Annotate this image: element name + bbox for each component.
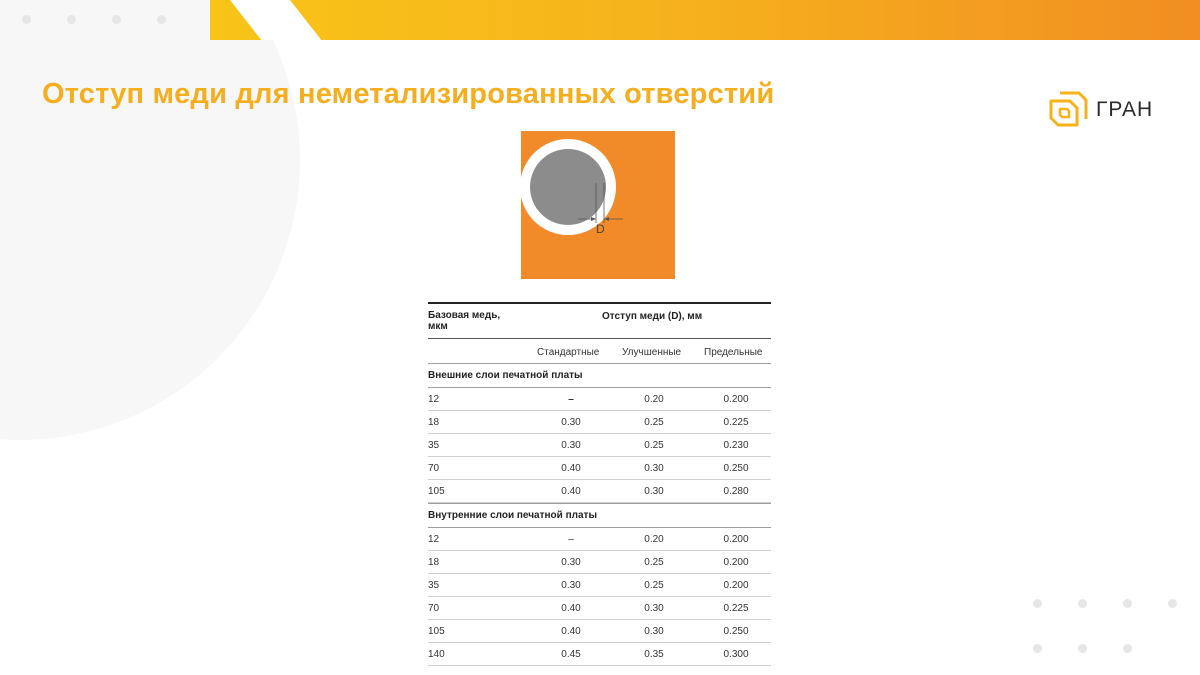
dimension-label: D bbox=[596, 222, 605, 236]
gran-logo-icon bbox=[1046, 88, 1090, 130]
cell-limit: 0.250 bbox=[723, 626, 749, 637]
cell-standard: 0.40 bbox=[561, 626, 581, 637]
cell-improved: 0.20 bbox=[644, 394, 664, 405]
table-row bbox=[428, 388, 771, 411]
table-row bbox=[428, 434, 771, 457]
dot bbox=[1123, 644, 1132, 653]
cell-base: 70 bbox=[428, 603, 440, 614]
table-header bbox=[428, 304, 771, 338]
cell-base: 140 bbox=[428, 649, 445, 660]
cell-limit: 0.280 bbox=[723, 486, 749, 497]
col-standard: Стандартные bbox=[537, 347, 600, 358]
dot bbox=[1168, 599, 1177, 608]
drill-hole bbox=[530, 149, 606, 225]
clearance-diagram bbox=[521, 131, 675, 279]
table-row bbox=[428, 643, 771, 666]
cell-base: 35 bbox=[428, 440, 440, 451]
cell-limit: 0.200 bbox=[723, 534, 749, 545]
table-row bbox=[428, 457, 771, 480]
dot bbox=[1033, 599, 1042, 608]
dot bbox=[22, 15, 31, 24]
cell-standard: 0.30 bbox=[561, 440, 581, 451]
dot bbox=[112, 15, 121, 24]
table-row bbox=[428, 480, 771, 503]
cell-base: 70 bbox=[428, 463, 440, 474]
cell-base: 105 bbox=[428, 626, 445, 637]
cell-improved: 0.30 bbox=[644, 486, 664, 497]
cell-standard: 0.30 bbox=[561, 557, 581, 568]
cell-standard: 0.40 bbox=[561, 463, 581, 474]
header-clearance: Отступ меди (D), мм bbox=[602, 311, 703, 322]
cell-base: 18 bbox=[428, 557, 440, 568]
cell-improved: 0.25 bbox=[644, 580, 664, 591]
cell-standard: 0.40 bbox=[561, 486, 581, 497]
spec-table bbox=[428, 302, 771, 666]
section-outer-layers bbox=[428, 363, 771, 388]
cell-limit: 0.300 bbox=[723, 649, 749, 660]
cell-improved: 0.35 bbox=[644, 649, 664, 660]
section-label: Внешние слои печатной платы bbox=[428, 370, 583, 381]
dot bbox=[67, 15, 76, 24]
dot bbox=[1078, 644, 1087, 653]
col-improved: Улучшенные bbox=[622, 347, 682, 358]
cell-standard: – bbox=[568, 534, 574, 545]
col-limit: Предельные bbox=[704, 347, 763, 358]
cell-base: 12 bbox=[428, 534, 440, 545]
cell-limit: 0.225 bbox=[723, 603, 749, 614]
table-column-headers bbox=[428, 339, 771, 363]
header-base-copper bbox=[428, 310, 500, 332]
cell-improved: 0.30 bbox=[644, 603, 664, 614]
cell-improved: 0.25 bbox=[644, 440, 664, 451]
header-base-copper-line1: Базовая медь, bbox=[428, 310, 501, 321]
cell-limit: 0.250 bbox=[723, 463, 749, 474]
table-row bbox=[428, 411, 771, 434]
cell-limit: 0.200 bbox=[723, 394, 749, 405]
slide-title: Отступ меди для неметализированных отверстий bbox=[42, 78, 775, 110]
table-row bbox=[428, 574, 771, 597]
table-row bbox=[428, 597, 771, 620]
section-label: Внутренние слои печатной платы bbox=[428, 510, 597, 521]
cell-improved: 0.25 bbox=[644, 557, 664, 568]
cell-standard: 0.30 bbox=[561, 580, 581, 591]
table-row bbox=[428, 620, 771, 643]
cell-base: 105 bbox=[428, 486, 445, 497]
cell-standard: – bbox=[568, 394, 574, 405]
cell-standard: 0.30 bbox=[561, 417, 581, 428]
cell-standard: 0.45 bbox=[561, 649, 581, 660]
top-accent-bar bbox=[210, 0, 1200, 40]
cell-base: 35 bbox=[428, 580, 440, 591]
logo-text: ГРАН bbox=[1096, 98, 1154, 121]
table-row bbox=[428, 528, 771, 551]
cell-limit: 0.200 bbox=[723, 557, 749, 568]
cell-limit: 0.200 bbox=[723, 580, 749, 591]
dot bbox=[1078, 599, 1087, 608]
cell-improved: 0.30 bbox=[644, 626, 664, 637]
dot bbox=[1123, 599, 1132, 608]
cell-base: 18 bbox=[428, 417, 440, 428]
cell-base: 12 bbox=[428, 394, 440, 405]
gran-logo bbox=[1046, 88, 1176, 132]
cell-standard: 0.40 bbox=[561, 603, 581, 614]
cell-limit: 0.230 bbox=[723, 440, 749, 451]
cell-limit: 0.225 bbox=[723, 417, 749, 428]
background-swoosh bbox=[0, 0, 300, 440]
dot bbox=[157, 15, 166, 24]
cell-improved: 0.20 bbox=[644, 534, 664, 545]
table-row bbox=[428, 551, 771, 574]
cell-improved: 0.30 bbox=[644, 463, 664, 474]
section-inner-layers bbox=[428, 503, 771, 528]
dot bbox=[1033, 644, 1042, 653]
header-base-copper-line2: мкм bbox=[428, 321, 448, 332]
cell-improved: 0.25 bbox=[644, 417, 664, 428]
